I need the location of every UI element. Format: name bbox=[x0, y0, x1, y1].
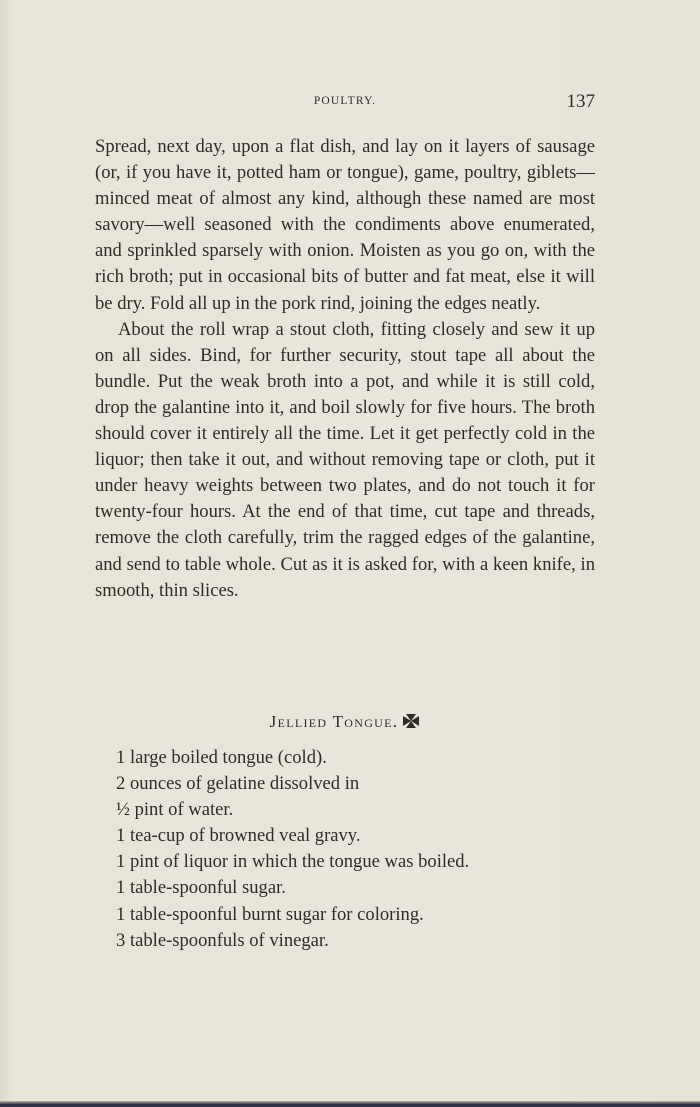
list-item: 1 tea-cup of browned veal gravy. bbox=[116, 825, 361, 847]
page-header bbox=[95, 92, 595, 116]
body-text bbox=[95, 134, 595, 604]
ingredient-list bbox=[116, 745, 596, 954]
list-item: 2 ounces of gelatine dissolved in bbox=[116, 773, 360, 795]
recipe-title-text: Jellied Tongue. bbox=[269, 712, 399, 731]
page-bottom-edge bbox=[0, 1101, 700, 1107]
list-item: 1 table-spoonful burnt sugar for coloring. bbox=[116, 903, 424, 925]
paragraph: About the roll wrap a stout cloth, fitting closely and sew it up on all sides. Bind, for further security, stout tape all about the bundle. Put the weak broth into a pot, and while it is still cold, drop the galantine into it, and boil slowly for five hours. The broth should cover it entirely all the time. Let it get perfectly cold in the liquor; then take it out, and without removing tape or cloth, put it under heavy weights between two plates, and do not touch it for twenty-four hours. At the end of that time, cut tape and threads, remove the cloth carefully, trim the ragged edges of the galantine, and send to table whole. Cut as it is asked for, with a keen knife, in smooth, thin slices. bbox=[95, 318, 595, 601]
recipe-title bbox=[95, 712, 595, 732]
list-item: 1 large boiled tongue (cold). bbox=[116, 747, 327, 768]
list-item: 3 table-spoonfuls of vinegar. bbox=[116, 929, 329, 951]
paragraph: Spread, next day, upon a flat dish, and lay on it layers of sausage (or, if you have it, potted ham or tongue), game, poultry, giblets—minced meat of almost any kind, although these named are most savory—well seasoned with the condiments above enumerated, and sprinkled sparsely with onion. Moisten as you go on, with the rich broth; put in occasional bits of butter and fat meat, else it will be dry. Fold all up in the pork rind, joining the edges neatly. bbox=[95, 136, 595, 314]
maltese-cross-icon bbox=[402, 712, 420, 730]
list-item: ½ pint of water. bbox=[116, 799, 234, 821]
running-head: POULTRY. bbox=[313, 95, 377, 107]
page-number: 137 bbox=[566, 91, 595, 112]
list-item: 1 table-spoonful sugar. bbox=[116, 877, 286, 899]
list-item: 1 pint of liquor in which the tongue was boiled. bbox=[116, 851, 470, 873]
